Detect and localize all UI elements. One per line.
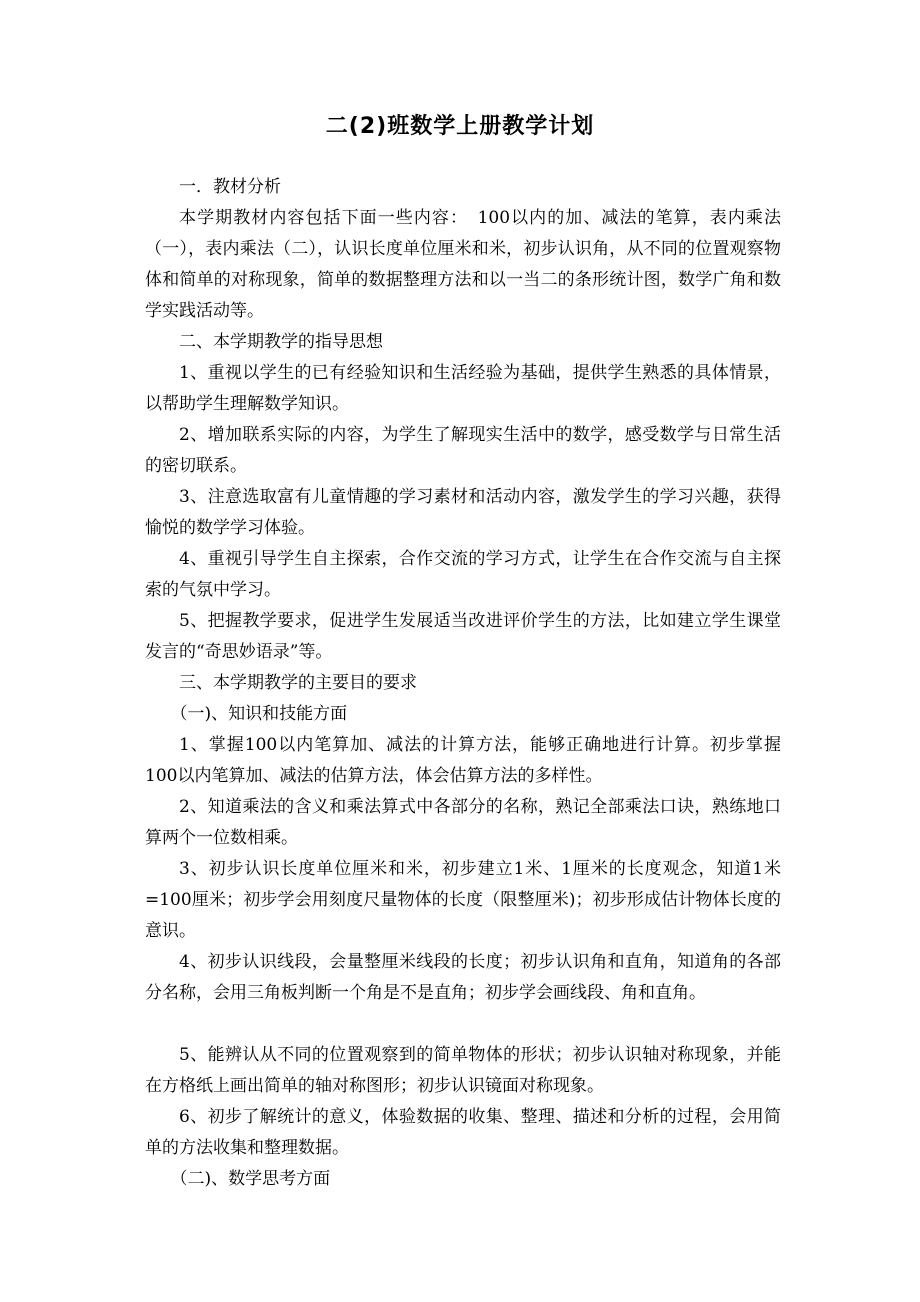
paragraph-textbook-content: 本学期教材内容包括下面一些内容： 100以内的加、减法的笔算，表内乘法（一），表内乘法（二），认识长度单位厘米和米，初步认识角，从不同的位置观察物体和简单的对称现象，简单的数据整理方法和以一当二的条形统计图，数学广角和数学实践活动等。 — [145, 208, 781, 321]
paragraph-goal-1: 1、掌握100以内笔算加、减法的计算方法，能够正确地进行计算。初步掌握100以内笔算加、减法的估算方法，体会估算方法的多样性。 — [145, 735, 781, 786]
section-heading-main-goals: 三、本学期教学的主要目的要求 — [179, 673, 417, 693]
document-body — [145, 172, 781, 1195]
subsection-heading-math-thinking: （二)、数学思考方面 — [170, 1169, 331, 1189]
paragraph-guideline-1: 1、重视以学生的已有经验知识和生活经验为基础，提供学生熟悉的具体情景，以帮助学生理解数学知识。 — [145, 363, 781, 414]
section-heading-guiding-ideology: 二、本学期教学的指导思想 — [179, 332, 383, 352]
paragraph-goal-2: 2、知道乘法的含义和乘法算式中各部分的名称，熟记全部乘法口诀，熟练地口算两个一位数相乘。 — [145, 797, 781, 848]
paragraph-guideline-4: 4、重视引导学生自主探索，合作交流的学习方式，让学生在合作交流与自主探索的气氛中学习。 — [145, 549, 781, 600]
paragraph-goal-5: 5、能辨认从不同的位置观察到的简单物体的形状；初步认识轴对称现象，并能在方格纸上画出简单的轴对称图形；初步认识镜面对称现象。 — [145, 1045, 781, 1096]
section-heading-textbook-analysis: 一．教材分析 — [179, 177, 281, 197]
paragraph-goal-6: 6、初步了解统计的意义，体验数据的收集、整理、描述和分析的过程，会用简单的方法收集和整理数据。 — [145, 1107, 781, 1158]
paragraph-goal-3: 3、初步认识长度单位厘米和米，初步建立1米、1厘米的长度观念，知道1米=100厘米；初步学会用刻度尺量物体的长度（限整厘米)；初步形成估计物体长度的意识。 — [145, 859, 781, 941]
paragraph-guideline-5: 5、把握教学要求，促进学生发展适当改进评价学生的方法，比如建立学生课堂发言的“奇思妙语录”等。 — [145, 611, 781, 662]
subsection-heading-knowledge-skills: （一)、知识和技能方面 — [170, 704, 348, 724]
paragraph-guideline-3: 3、注意选取富有儿童情趣的学习素材和活动内容，激发学生的学习兴趣，获得愉悦的数学学习体验。 — [145, 487, 781, 538]
paragraph-goal-4: 4、初步认识线段，会量整厘米线段的长度；初步认识角和直角，知道角的各部分名称，会用三角板判断一个角是不是直角；初步学会画线段、角和直角。 — [145, 952, 781, 1003]
document-title: 二(2)班数学上册教学计划 — [325, 114, 595, 139]
paragraph-guideline-2: 2、增加联系实际的内容，为学生了解现实生活中的数学，感受数学与日常生活的密切联系。 — [145, 425, 781, 476]
